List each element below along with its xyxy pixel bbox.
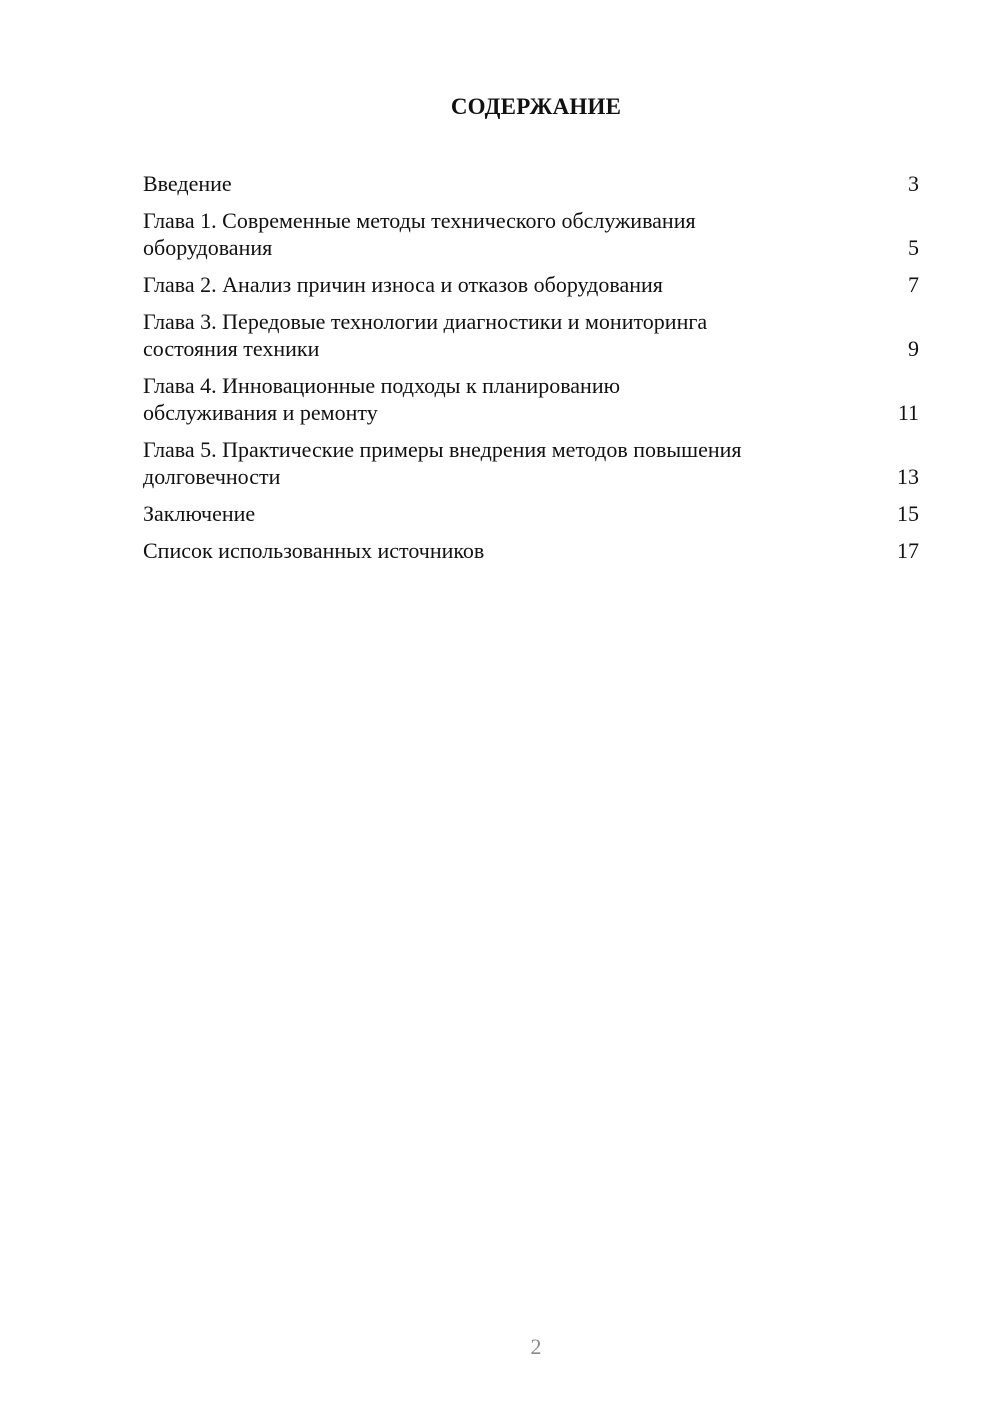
toc-entry — [143, 207, 919, 261]
toc-entry — [143, 271, 919, 298]
table-of-contents — [143, 170, 919, 574]
toc-entry-page: 5 — [908, 235, 919, 260]
toc-entry-title: Глава 3. Передовые технологии диагностики и мониторинга состояния техники — [143, 309, 708, 361]
toc-entry-page: 9 — [908, 336, 919, 361]
toc-entry-title: Глава 2. Анализ причин износа и отказов оборудования — [143, 272, 663, 297]
toc-entry-page: 11 — [897, 400, 919, 425]
toc-entry — [143, 308, 919, 362]
toc-entry — [143, 537, 919, 564]
toc-entry-title: Введение — [143, 171, 232, 196]
toc-entry-title: Глава 4. Инновационные подходы к планированию обслуживания и ремонту — [143, 373, 621, 425]
toc-entry — [143, 170, 919, 197]
toc-entry-page: 15 — [897, 501, 919, 526]
toc-entry-title: Глава 1. Современные методы технического обслуживания оборудования — [143, 208, 696, 260]
toc-entry — [143, 500, 919, 527]
toc-entry-title: Глава 5. Практические примеры внедрения методов повышения долговечности — [143, 437, 742, 489]
page-number: 2 — [530, 1334, 542, 1359]
toc-entry-page: 3 — [908, 171, 919, 196]
toc-entry — [143, 372, 919, 426]
toc-entry-page: 7 — [908, 272, 919, 297]
toc-entry — [143, 436, 919, 490]
toc-entry-title: Список использованных источников — [143, 538, 485, 563]
toc-entry-title: Заключение — [143, 501, 256, 526]
toc-entry-page: 17 — [897, 538, 919, 563]
page-title: СОДЕРЖАНИЕ — [450, 94, 622, 119]
toc-entry-page: 13 — [897, 464, 919, 489]
